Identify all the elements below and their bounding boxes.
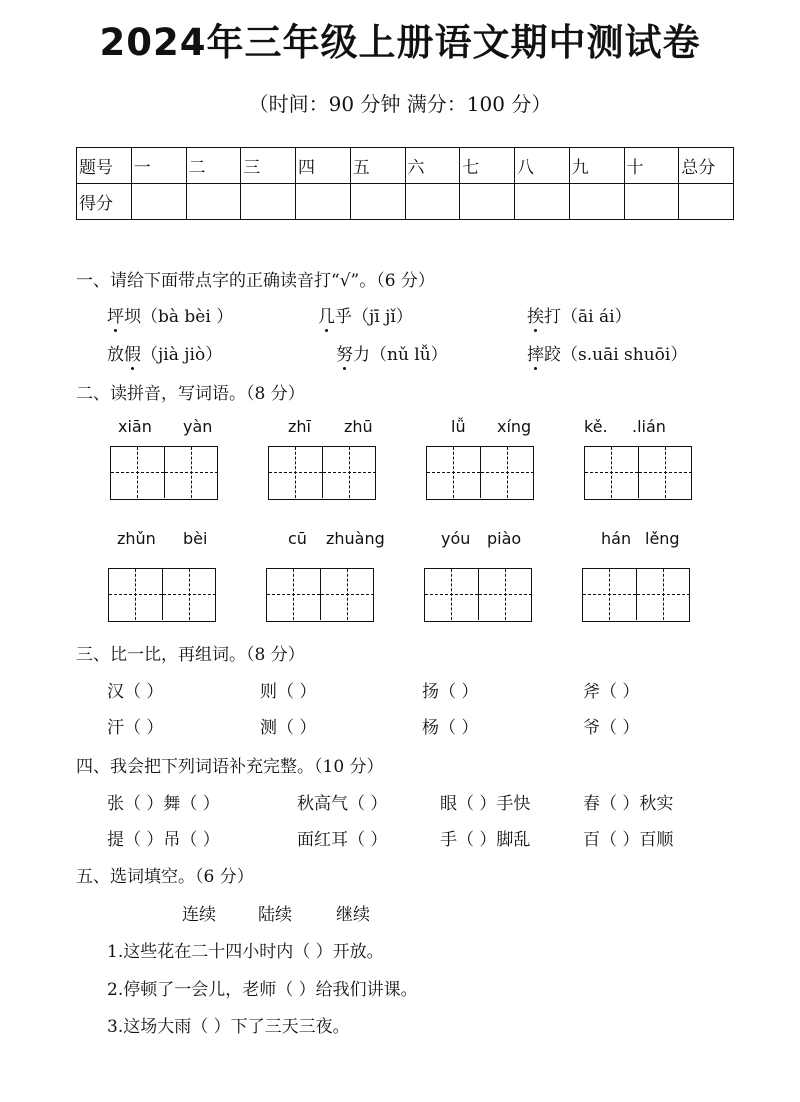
writing-grid[interactable] <box>108 568 216 622</box>
idiom-item: 张（ ）舞（ ） <box>107 794 220 814</box>
score-cell[interactable] <box>624 184 679 220</box>
score-table-score-row <box>77 184 734 220</box>
pinyin-label: zhū <box>344 417 373 436</box>
pinyin-label: .lián <box>632 417 666 436</box>
fill-sentence: 1.这些花在二十四小时内（ ）开放。 <box>107 942 384 962</box>
idiom-item: 提（ ）吊（ ） <box>107 830 220 850</box>
idiom-item: 百（ ）百顺 <box>583 830 674 850</box>
pinyin-label: piào <box>487 529 522 548</box>
compare-item: 斧（ ） <box>583 682 640 702</box>
score-header-cell: 二 <box>186 148 241 184</box>
score-cell[interactable] <box>569 184 624 220</box>
idiom-item: 眼（ ）手快 <box>440 794 531 814</box>
char-box[interactable] <box>639 447 692 498</box>
char-box[interactable] <box>585 447 639 498</box>
idiom-item: 秋高气（ ） <box>297 794 388 814</box>
fill-sentence: 2.停顿了一会儿，老师（ ）给我们讲课。 <box>107 980 418 1000</box>
pronunciation-item: 坪坝（bà bèi ） <box>107 302 233 327</box>
dotted-char: 摔 <box>527 340 544 365</box>
score-header-cell: 九 <box>569 148 624 184</box>
score-header-cell: 三 <box>241 148 296 184</box>
pronunciation-item: 摔跤（s.uāi shuōi） <box>527 340 687 365</box>
char-box[interactable] <box>109 569 163 620</box>
pronunciation-item: 努力（nǔ lǚ） <box>336 340 448 365</box>
dotted-char: 假 <box>124 340 141 365</box>
dotted-char: 挨 <box>527 302 544 327</box>
compare-item: 汗（ ） <box>107 718 164 738</box>
score-table <box>76 147 734 220</box>
score-cell[interactable] <box>350 184 405 220</box>
compare-item: 则（ ） <box>260 682 317 702</box>
dotted-char: 坪 <box>107 302 124 327</box>
compare-item: 测（ ） <box>260 718 317 738</box>
pinyin-label: xíng <box>497 417 532 436</box>
word-option: 连续 <box>182 905 216 925</box>
char-box[interactable] <box>321 569 374 620</box>
char-box[interactable] <box>637 569 690 620</box>
exam-info: （时间：90 分钟 满分：100 分） <box>248 92 552 116</box>
pinyin-label: lěng <box>645 529 680 548</box>
writing-grid[interactable] <box>426 446 534 500</box>
pinyin-label: zhī <box>288 417 311 436</box>
fill-sentence: 3.这场大雨（ ）下了三天三夜。 <box>107 1017 350 1037</box>
pinyin-label: kě. <box>584 417 608 436</box>
char-box[interactable] <box>427 447 481 498</box>
word-option: 陆续 <box>258 905 292 925</box>
section3-heading: 三、比一比，再组词。（8 分） <box>76 645 305 665</box>
score-cell[interactable] <box>296 184 351 220</box>
section5-heading: 五、选词填空。（6 分） <box>76 867 254 887</box>
score-table-header-row <box>77 148 734 184</box>
pinyin-label: zhǔn <box>117 529 156 548</box>
writing-grid[interactable] <box>110 446 218 500</box>
score-header-cell: 七 <box>460 148 515 184</box>
char-box[interactable] <box>163 569 216 620</box>
pronunciation-item: 几乎（jī jǐ） <box>318 302 413 327</box>
section1-heading: 一、请给下面带点字的正确读音打“√”。（6 分） <box>76 271 435 291</box>
writing-grid[interactable] <box>424 568 532 622</box>
score-cell[interactable] <box>679 184 734 220</box>
dotted-char: 几 <box>318 302 335 327</box>
score-row-label: 得分 <box>77 184 132 220</box>
page-title: 2024年三年级上册语文期中测试卷 <box>99 21 701 64</box>
char-box[interactable] <box>323 447 376 498</box>
writing-grid[interactable] <box>268 446 376 500</box>
pinyin-label: xiān <box>118 417 152 436</box>
section2-heading: 二、读拼音，写词语。（8 分） <box>76 384 305 404</box>
section4-heading: 四、我会把下列词语补充完整。（10 分） <box>76 757 384 777</box>
score-header-cell: 六 <box>405 148 460 184</box>
pinyin-label: bèi <box>183 529 208 548</box>
score-header-cell: 八 <box>515 148 570 184</box>
score-header-cell: 十 <box>624 148 679 184</box>
compare-item: 汉（ ） <box>107 682 164 702</box>
char-box[interactable] <box>425 569 479 620</box>
char-box[interactable] <box>479 569 532 620</box>
score-cell[interactable] <box>241 184 296 220</box>
score-header-cell: 四 <box>296 148 351 184</box>
score-cell[interactable] <box>405 184 460 220</box>
pinyin-label: cū <box>288 529 307 548</box>
compare-item: 扬（ ） <box>422 682 479 702</box>
pronunciation-item: 放假（jià jiò） <box>107 340 222 365</box>
pinyin-label: hán <box>601 529 632 548</box>
char-box[interactable] <box>111 447 165 498</box>
score-cell[interactable] <box>515 184 570 220</box>
score-cell[interactable] <box>131 184 186 220</box>
idiom-item: 面红耳（ ） <box>297 830 388 850</box>
char-box[interactable] <box>583 569 637 620</box>
pinyin-label: lǚ <box>451 417 466 436</box>
writing-grid[interactable] <box>584 446 692 500</box>
dotted-char: 努 <box>336 340 353 365</box>
idiom-item: 手（ ）脚乱 <box>440 830 531 850</box>
score-header-cell: 一 <box>131 148 186 184</box>
compare-item: 杨（ ） <box>422 718 479 738</box>
pinyin-label: yàn <box>183 417 213 436</box>
score-cell[interactable] <box>460 184 515 220</box>
char-box[interactable] <box>165 447 218 498</box>
pronunciation-item: 挨打（āi ái） <box>527 302 632 327</box>
writing-grid[interactable] <box>582 568 690 622</box>
char-box[interactable] <box>267 569 321 620</box>
score-header-cell: 题号 <box>77 148 132 184</box>
pinyin-label: zhuàng <box>326 529 385 548</box>
pinyin-label: yóu <box>441 529 471 548</box>
score-cell[interactable] <box>186 184 241 220</box>
idiom-item: 春（ ）秋实 <box>583 794 674 814</box>
writing-grid[interactable] <box>266 568 374 622</box>
score-header-cell: 五 <box>350 148 405 184</box>
compare-item: 爷（ ） <box>583 718 640 738</box>
char-box[interactable] <box>269 447 323 498</box>
word-option: 继续 <box>336 905 370 925</box>
score-header-cell: 总分 <box>679 148 734 184</box>
char-box[interactable] <box>481 447 534 498</box>
